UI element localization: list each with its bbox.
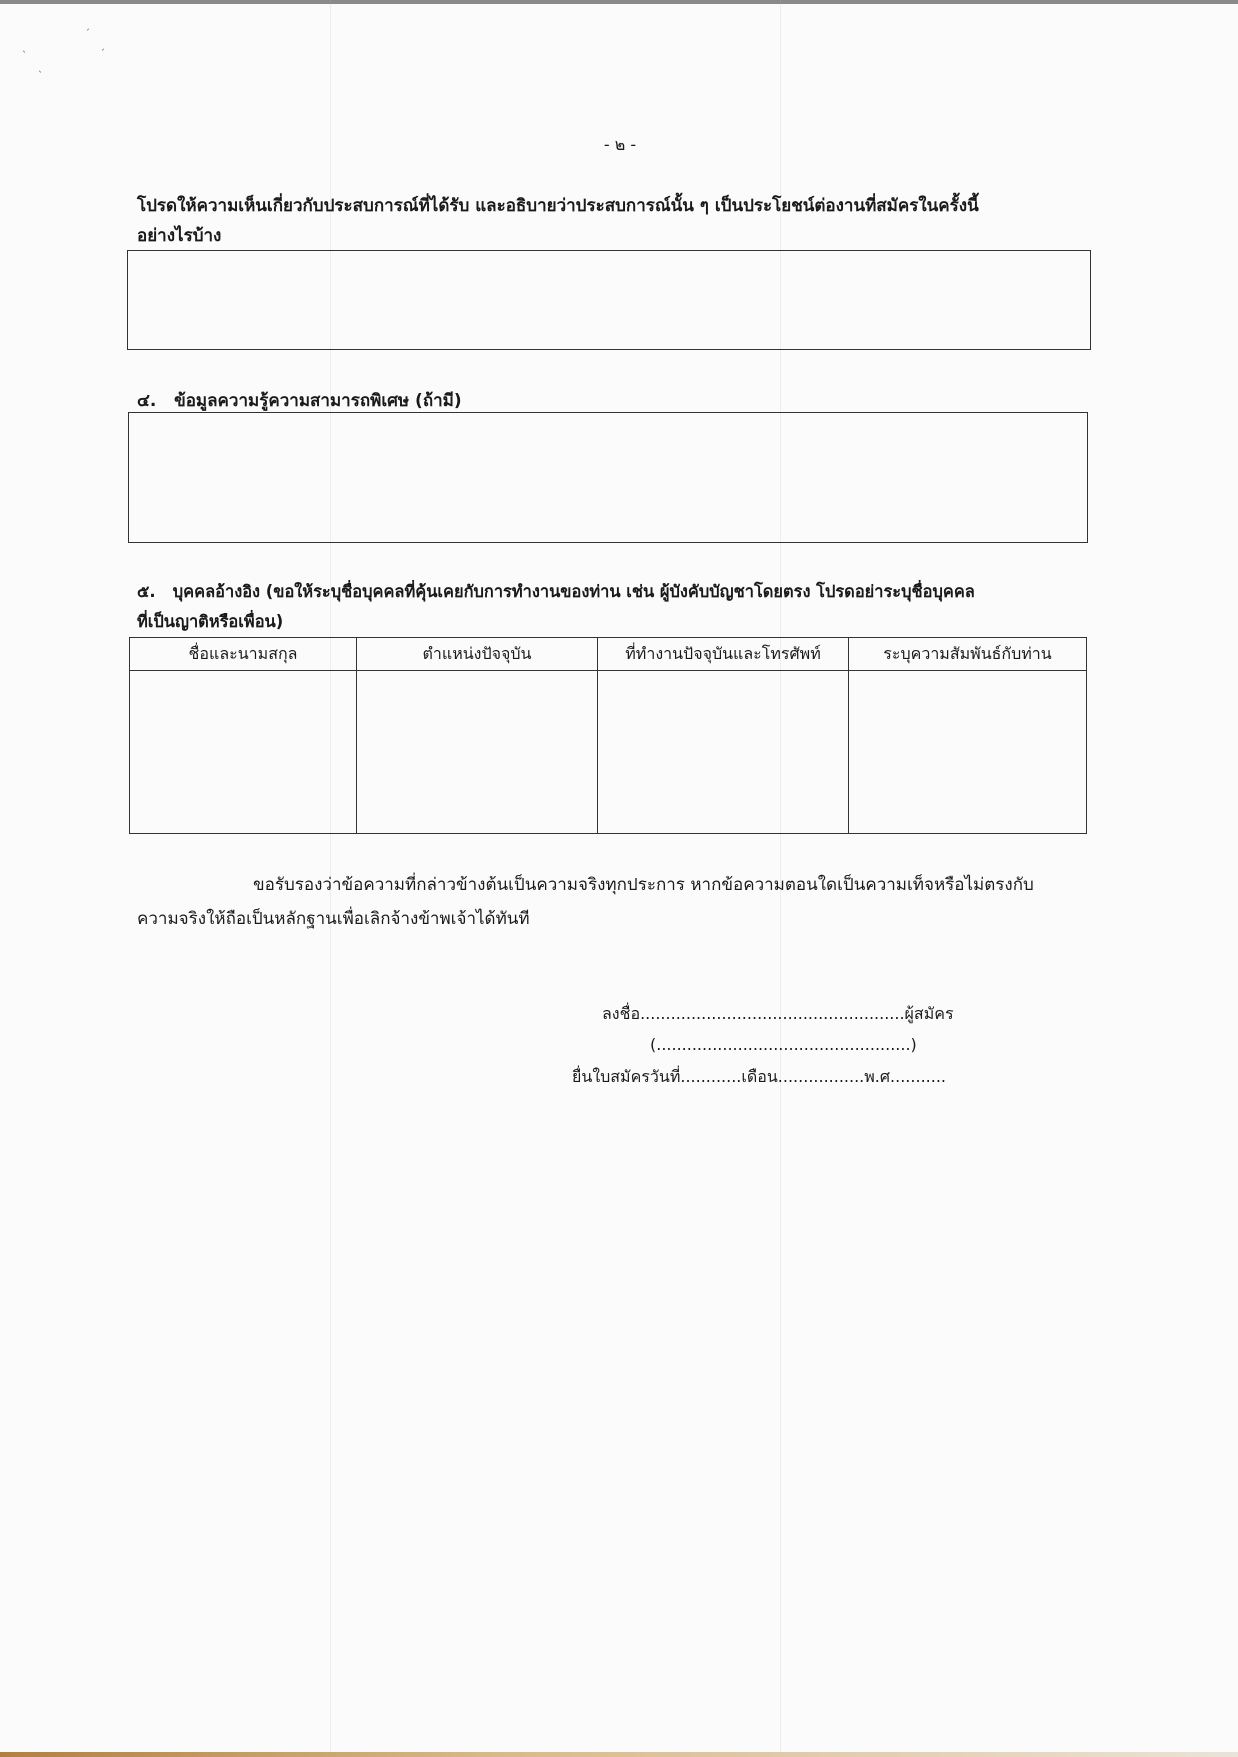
certification-line1: ขอรับรองว่าข้อความที่กล่าวข้างต้นเป็นความจริงทุกประการ หากข้อความตอนใดเป็นความเท็จหรือไม่ตรงกับ xyxy=(253,875,1034,895)
reference-workplace-cell[interactable] xyxy=(598,671,849,834)
scan-speck: ˎ xyxy=(22,42,27,53)
reference-relationship-cell[interactable] xyxy=(849,671,1087,834)
table-row xyxy=(130,671,1087,834)
references-heading xyxy=(137,577,1087,637)
col-header-relationship: ระบุความสัมพันธ์กับท่าน xyxy=(849,638,1087,671)
experience-answer-box[interactable] xyxy=(127,250,1091,350)
section-4-number: ๔. xyxy=(137,391,157,411)
scan-edge-top xyxy=(0,0,1238,4)
col-header-position: ตำแหน่งปัจจุบัน xyxy=(357,638,598,671)
certification-line2: ความจริงให้ถือเป็นหลักฐานเพื่อเลิกจ้างข้าพเจ้าได้ทันที xyxy=(137,909,530,929)
section-5-title: บุคคลอ้างอิง (ขอให้ระบุชื่อบุคคลที่คุ้นเคยกับการทำงานของท่าน เช่น ผู้บังคับบัญชาโดยตรง โปรดอย่าระบุชื่อบุคคล xyxy=(172,582,975,601)
table-header-row xyxy=(130,638,1087,671)
references-heading-line1 xyxy=(137,577,1087,607)
signature-line[interactable]: ลงชื่อ....................................................ผู้สมัคร xyxy=(602,1004,954,1023)
references-heading-line2: ที่เป็นญาติหรือเพื่อน) xyxy=(137,612,284,631)
section-5-number: ๕. xyxy=(137,582,156,601)
scan-speck: ˏ xyxy=(100,40,105,51)
scan-speck: ˏ xyxy=(85,20,90,31)
application-date-line[interactable]: ยื่นใบสมัครวันที่............เดือน.................พ.ศ........... xyxy=(572,1067,946,1086)
experience-question-line2: อย่างไรบ้าง xyxy=(137,226,222,246)
col-header-name: ชื่อและนามสกุล xyxy=(130,638,357,671)
scan-speck: ˎ xyxy=(38,62,43,73)
section-4-title: ข้อมูลความรู้ความสามารถพิเศษ (ถ้ามี) xyxy=(174,391,462,411)
experience-question-line1: โปรดให้ความเห็นเกี่ยวกับประสบการณ์ที่ได้รับ และอธิบายว่าประสบการณ์นั้น ๆ เป็นประโยชน์ต่องานที่สมัครในครั้งนี้ xyxy=(137,196,979,216)
references-table xyxy=(129,637,1087,834)
experience-question xyxy=(137,191,1077,251)
reference-name-cell[interactable] xyxy=(130,671,357,834)
special-skills-box[interactable] xyxy=(128,412,1088,543)
page-number: - ๒ - xyxy=(603,135,637,154)
scan-edge-bottom xyxy=(0,1752,1238,1757)
applicant-name-line[interactable]: (..................................................) xyxy=(650,1035,917,1054)
certification-statement xyxy=(137,868,1137,936)
col-header-workplace-phone: ที่ทำงานปัจจุบันและโทรศัพท์ xyxy=(598,638,849,671)
reference-position-cell[interactable] xyxy=(357,671,598,834)
